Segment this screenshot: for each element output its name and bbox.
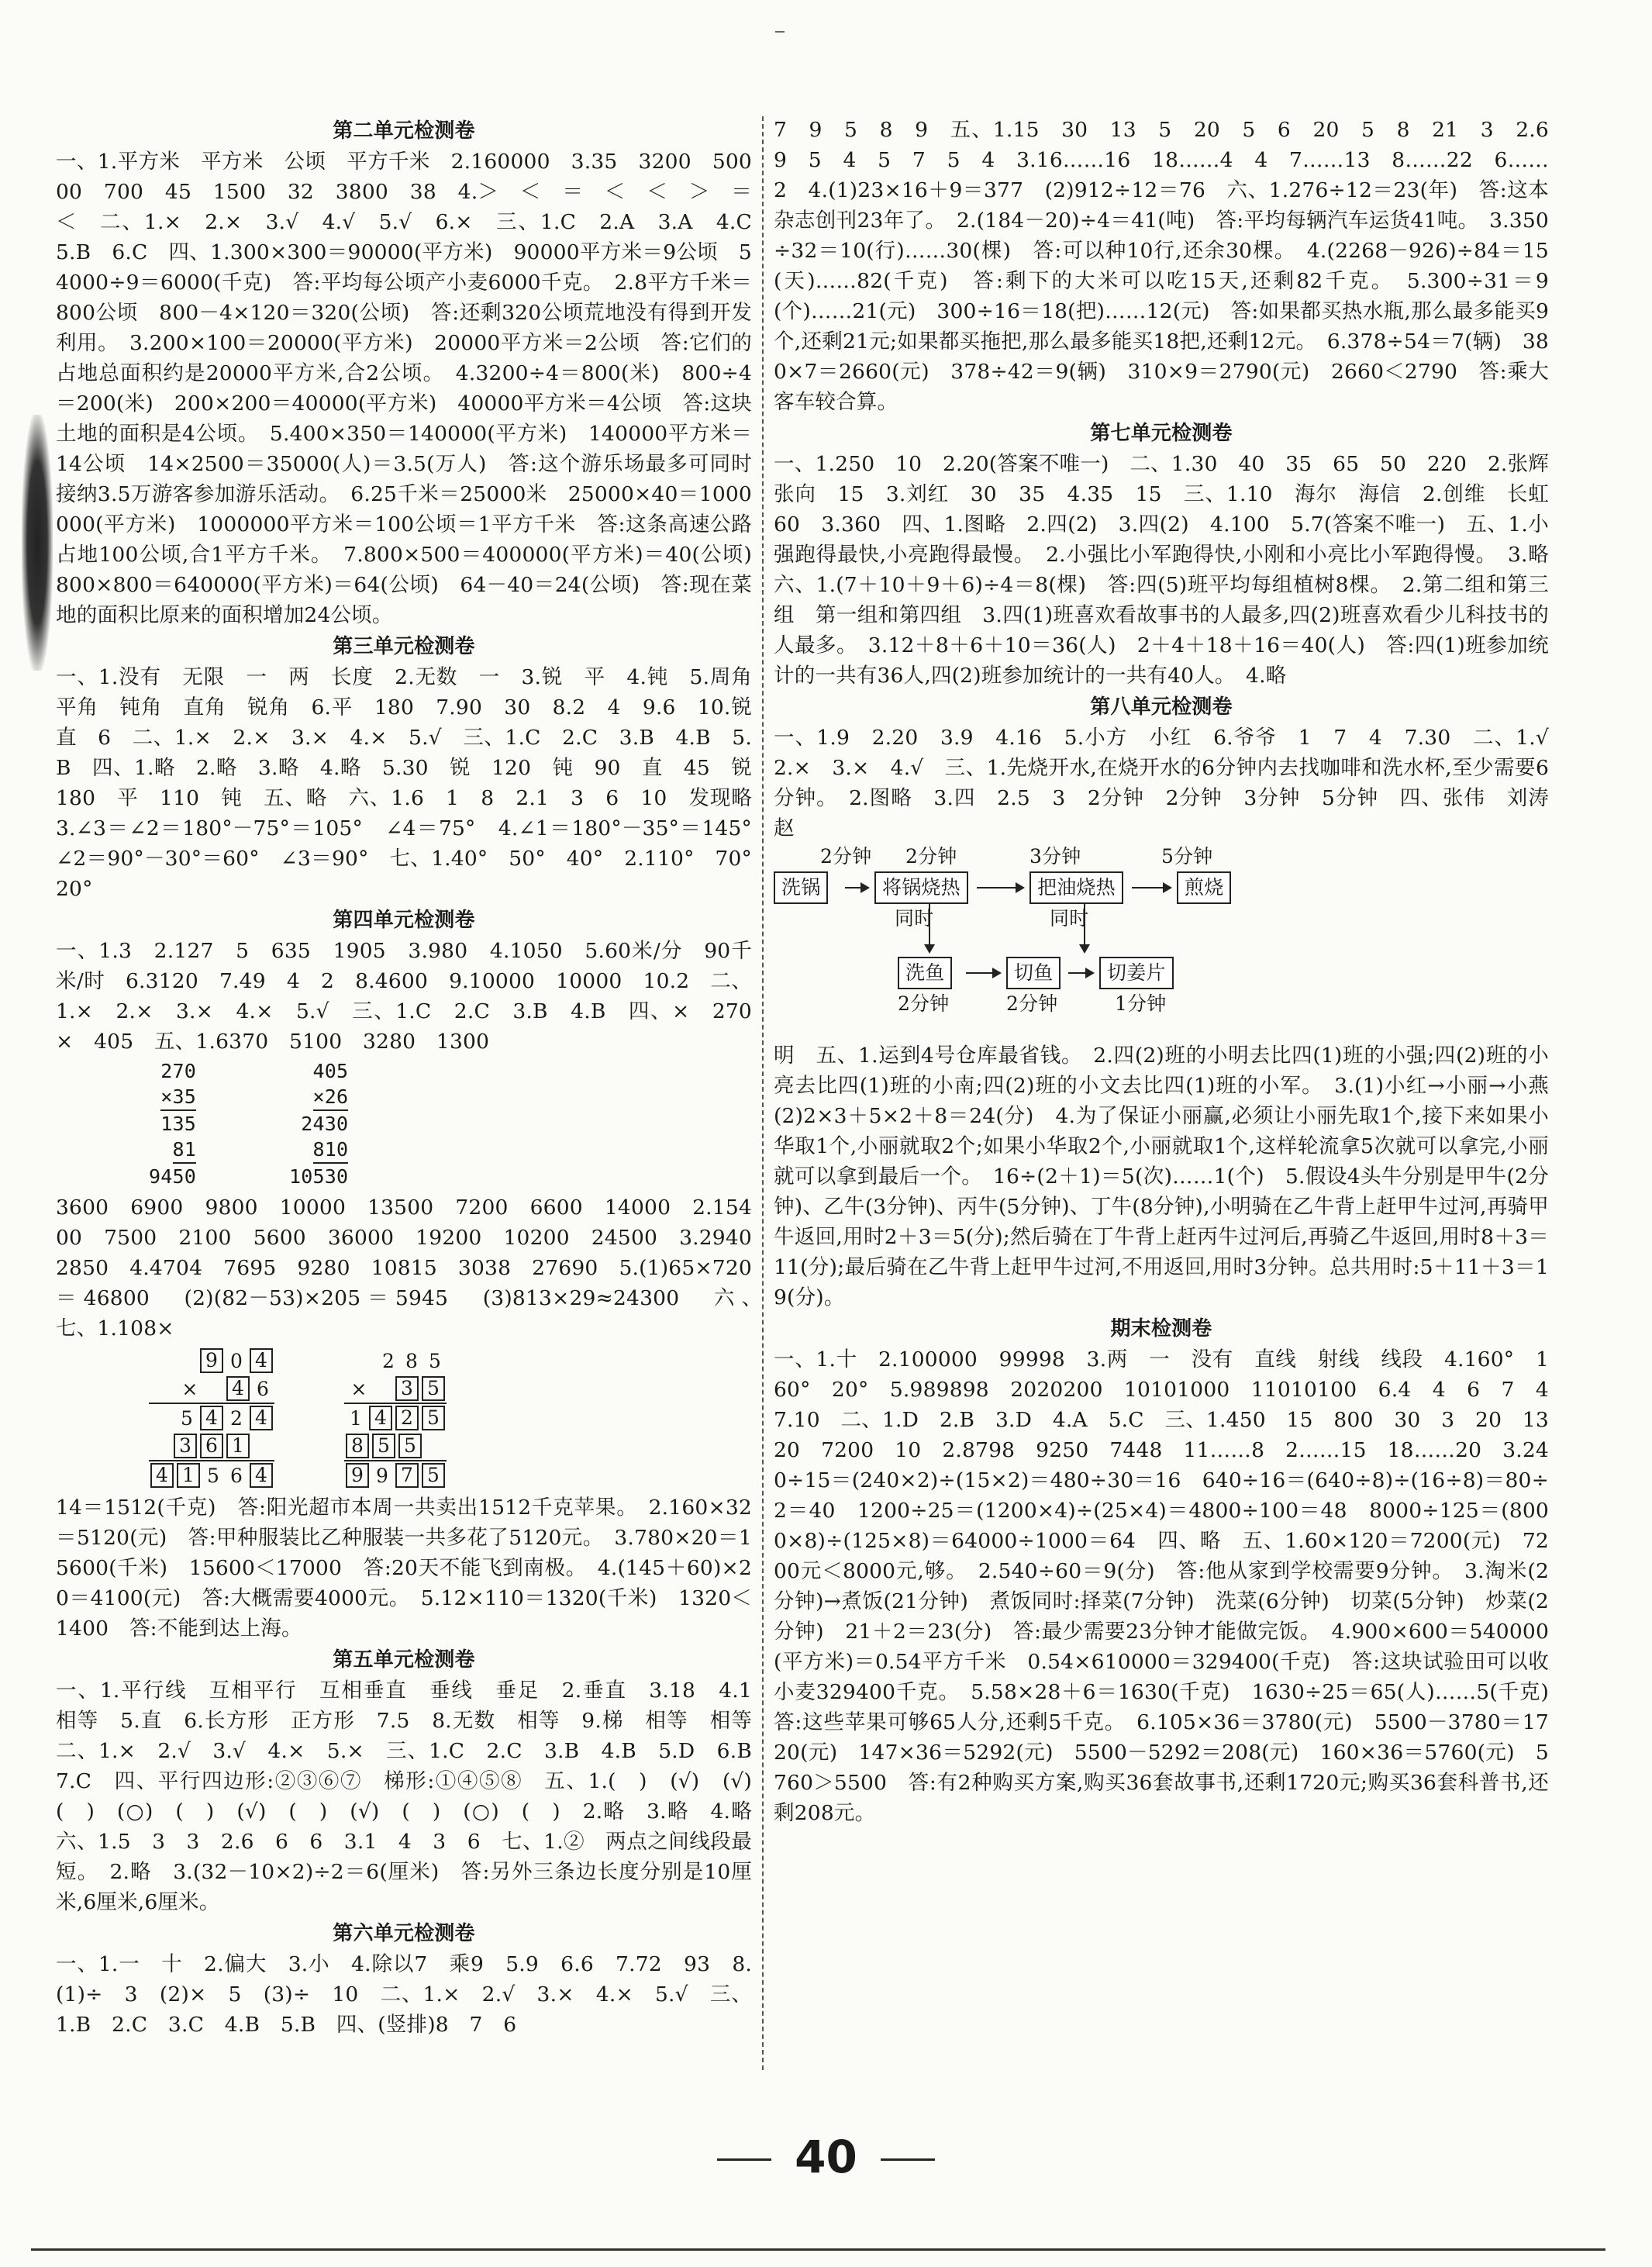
filled-digit-box: 8 bbox=[346, 1434, 369, 1458]
filled-digit-box: 6 bbox=[200, 1434, 223, 1458]
flow-bottom-time: 2分钟 bbox=[898, 992, 950, 1015]
filled-digit-box: 4 bbox=[150, 1463, 174, 1488]
box-mult-row bbox=[344, 1375, 447, 1403]
cooking-flowchart bbox=[774, 845, 1549, 1039]
scan-smudge bbox=[22, 415, 53, 671]
digit: 5 bbox=[428, 1349, 442, 1372]
box-mult-row bbox=[344, 1432, 447, 1460]
digit: × bbox=[350, 1377, 367, 1400]
flow-main-box: 将锅烧热 bbox=[874, 871, 968, 904]
filled-digit-box: 3 bbox=[395, 1376, 419, 1401]
filled-digit-box: 9 bbox=[346, 1463, 369, 1488]
filled-digit-box: 1 bbox=[177, 1463, 200, 1488]
digit: × bbox=[181, 1377, 198, 1400]
answer-text: 一、1.一 十 2.偏大 3.小 4.除以7 乘9 5.9 6.6 7.72 93 8.(1)÷ 3 (2)× 5 (3)÷ 10 二、1.× 2.√ 3.× 4.× 5.√ 三、1.B 2.C 3.C 4.B 5.B 四、(竖排)8 7 6 bbox=[56, 1952, 752, 2037]
page-number bbox=[0, 2131, 1652, 2183]
filled-digit-box: 5 bbox=[422, 1463, 445, 1488]
bottom-rule bbox=[31, 2248, 1605, 2251]
column-divider bbox=[762, 116, 764, 2070]
flow-arrow bbox=[1132, 887, 1171, 889]
filled-digit-box: 3 bbox=[174, 1434, 197, 1458]
calc-line: 405 bbox=[312, 1060, 349, 1082]
filled-digit-box: 5 bbox=[422, 1376, 445, 1401]
digit: 0 bbox=[229, 1349, 243, 1372]
section-title: 第七单元检测卷 bbox=[1090, 422, 1233, 445]
box-multiplication bbox=[149, 1347, 752, 1489]
flow-sub-box: 切姜片 bbox=[1099, 957, 1174, 989]
flow-top-time: 2分钟 bbox=[905, 845, 957, 868]
box-mult-row bbox=[344, 1347, 447, 1375]
flow-arrow bbox=[1068, 972, 1093, 974]
calc-line: 135 bbox=[160, 1113, 197, 1135]
calc-line: ×35 bbox=[160, 1084, 196, 1111]
filled-digit-box: 7 bbox=[395, 1463, 419, 1488]
calc-block bbox=[289, 1058, 348, 1189]
digit: 6 bbox=[256, 1377, 270, 1400]
digit: 8 bbox=[405, 1349, 419, 1372]
filled-digit-box: 4 bbox=[369, 1406, 392, 1430]
section-title: 期末检测卷 bbox=[1110, 1317, 1212, 1341]
flow-bottom-time: 1分钟 bbox=[1115, 992, 1167, 1015]
digit: 5 bbox=[180, 1406, 194, 1430]
flow-sub-box: 切鱼 bbox=[1006, 957, 1061, 989]
flow-arrow bbox=[966, 972, 1000, 974]
filled-digit-box: 4 bbox=[250, 1463, 273, 1488]
answer-text: 一、1.250 10 2.20(答案不唯一) 二、1.30 40 35 65 50 220 2.张辉 张向 15 3.刘红 30 35 4.35 15 三、1.10 海尔 海信 2.创维 长虹 60 3.360 四、1.图略 2.四(2) 3.四(2) 4.100 5.7(答案不唯一) 五、1.小强跑得最快,小亮跑得最慢。 2.小强比小军跑得快,小刚和小亮比小军跑得慢。 3.略 六、1.(7＋10＋9＋6)÷4＝8(棵) 答:四(5)班平均每组植树8棵。 2.第二组和第三组 第一组和第四组 3.四(1)班喜欢看故事书的人最多,四(2)班喜欢看少儿科技书的人最多。 3.12＋8＋6＋10＝36(人) 2＋4＋18＋16＝40(人) 答:四(1)班参加统计的一共有36人,四(2)班参加统计的一共有40人。 4.略 bbox=[774, 452, 1549, 688]
answer-text: 14＝1512(千克) 答:阳光超市本周一共卖出1512千克苹果。 2.160×32＝5120(元) 答:甲种服装比乙种服装一共多花了5120元。 3.780×20＝15600(千米) 15600＜17000 答:20天不能飞到南极。 4.(145＋60)×20＝4100(元) 答:大概需要4000元。 5.12×110＝1320(千米) 1320＜1400 答:不能到达上海。 bbox=[56, 1496, 752, 1641]
box-mult-row bbox=[149, 1432, 274, 1460]
section-title: 第五单元检测卷 bbox=[333, 1648, 475, 1672]
calc-line: 2430 bbox=[301, 1113, 349, 1135]
flow-top-time: 3分钟 bbox=[1029, 845, 1081, 868]
calc-line: 81 bbox=[173, 1137, 197, 1164]
answer-text: 一、1.没有 无限 一 两 长度 2.无数 一 3.锐 平 4.钝 5.周角 平角 钝角 直角 锐角 6.平 180 7.90 30 8.2 4 9.6 10.锐 直 6 二、1.× 2.× 3.× 4.× 5.√ 三、1.C 2.C 3.B 4.B 5.B 四、1.略 2.略 3.略 4.略 5.30 锐 120 钝 90 直 45 锐 180 平 110 钝 五、略 六、1.6 1 8 2.1 3 6 10 发现略 3.∠3＝∠2＝180°－75°＝105° ∠4＝75° 4.∠1＝180°－35°＝145° ∠2＝90°－30°＝60° ∠3＝90° 七、1.40° 50° 40° 2.110° 70° 20° bbox=[56, 665, 752, 901]
filled-digit-box: 4 bbox=[226, 1376, 250, 1401]
digit: 1 bbox=[349, 1406, 363, 1430]
answer-text: 一、1.十 2.100000 99998 3.两 一 没有 直线 射线 线段 4.160° 160° 20° 5.989898 2020200 10101000 11010100 6.4 4 6 7 4 7.10 二、1.D 2.B 3.D 4.A 5.C 三、1.450 15 800 30 3 20 1320 7200 10 2.8798 9250 7448 11……8 2……15 18……20 3.240÷15＝(240×2)÷(15×2)＝480÷30＝16 640÷16＝(640÷8)÷(16÷8)＝80÷2＝40 1200÷25＝(1200×4)÷(25×4)＝4800÷100＝48 8000÷125＝(8000×8)÷(125×8)＝64000÷1000＝64 四、略 五、1.60×120＝7200(元) 7200元＜8000元,够。 2.540÷60＝9(分) 答:他从家到学校需要9分钟。 3.淘米(2分钟)→煮饭(21分钟) 煮饭同时:择菜(7分钟) 洗菜(6分钟) 切菜(5分钟) 炒菜(2分钟) 21＋2＝23(分) 答:最少需要23分钟才能做完饭。 4.900×600＝540000(平方米)＝0.54平方千米 0.54×610000＝329400(千克) 答:这块试验田可以收小麦329400千克。 5.58×28＋6＝1630(千克) 1630÷25＝65(人)……5(千克) 答:这些苹果可够65人分,还剩5千克。 6.105×36＝3780(元) 5500－3780＝1720(元) 147×36＝5292(元) 5500－5292＝208(元) 160×36＝5760(元) 5760＞5500 答:有2种购买方案,购买36套故事书,还剩1720元;购买36套科普书,还剩208元。 bbox=[774, 1347, 1549, 1825]
answer-text: 7 9 5 8 9 五、1.15 30 13 5 20 5 6 20 5 8 21 3 2.6 9 5 4 5 7 5 4 3.16……16 18……4 4 7……13 8……22 6……2 4.(1)23×16＋9＝377 (2)912÷12＝76 六、1.276÷12＝23(年) 答:这本杂志创刊23年了。 2.(184－20)÷4＝41(吨) 答:平均每辆汽车运货41吨。 3.350÷32＝10(行)……30(棵) 答:可以种10行,还余30棵。 4.(2268－926)÷84＝15(天)……82(千克) 答:剩下的大米可以吃15天,还剩82千克。 5.300÷31＝9(个)……21(元) 300÷16＝18(把)……12(元) 答:如果都买热水瓶,那么最多能买9个,还剩21元;如果都买拖把,那么最多能买18把,还剩12元。 6.378÷54＝7(辆) 380×7＝2660(元) 378÷42＝9(辆) 310×9＝2790(元) 2660＜2790 答:乘大客车较合算。 bbox=[774, 118, 1549, 414]
flow-sync-label: 同时 bbox=[895, 907, 934, 930]
flow-arrow bbox=[845, 887, 868, 889]
flow-top-time: 5分钟 bbox=[1161, 845, 1213, 868]
box-mult-row bbox=[149, 1375, 274, 1403]
filled-digit-box: 5 bbox=[372, 1434, 395, 1458]
box-mult-block bbox=[149, 1347, 274, 1489]
vertical-calculation bbox=[149, 1058, 752, 1189]
answer-text: 一、1.平行线 互相平行 互相垂直 垂线 垂足 2.垂直 3.18 4.1 相等 5.直 6.长方形 正方形 7.5 8.无数 相等 9.梯 相等 相等 二、1.× 2.√ 3.√ 4.× 5.× 三、1.C 2.C 3.B 4.B 5.D 6.B 7.C 四、平行四边形:②③⑥⑦ 梯形:①④⑤⑧ 五、1.( ) (√) (√) ( ) (○) ( ) (√) ( ) (√) ( ) (○) ( ) 2.略 3.略 4.略 六、1.5 3 3 2.6 6 6 3.1 4 3 6 七、1.② 两点之间线段最短。 2.略 3.(32－10×2)÷2＝6(厘米) 答:另外三条边长度分别是10厘米,6厘米,6厘米。 bbox=[56, 1679, 752, 1914]
flow-main-box: 把油烧热 bbox=[1029, 871, 1123, 904]
flow-arrow bbox=[977, 887, 1023, 889]
box-mult-row bbox=[344, 1404, 447, 1432]
filled-digit-box: 9 bbox=[200, 1348, 223, 1373]
box-mult-row bbox=[149, 1404, 274, 1432]
flow-main-box: 煎烧 bbox=[1177, 871, 1231, 904]
filled-digit-box: 4 bbox=[250, 1348, 273, 1373]
answer-text: 一、1.9 2.20 3.9 4.16 5.小方 小红 6.爷爷 1 7 4 7.30 二、1.√ 2.× 3.× 4.√ 三、1.先烧开水,在烧开水的6分钟内去找咖啡和洗水杯,至少需要6分钟。 2.图略 3.四 2.5 3 2分钟 2分钟 3分钟 5分钟 四、张伟 刘涛 赵 bbox=[774, 726, 1549, 840]
section-title: 第六单元检测卷 bbox=[333, 1922, 475, 1945]
filled-digit-box: 2 bbox=[395, 1406, 419, 1430]
left-column bbox=[56, 115, 752, 2115]
section-title: 第二单元检测卷 bbox=[333, 119, 475, 143]
digit: 2 bbox=[381, 1349, 395, 1372]
filled-digit-box: 4 bbox=[250, 1406, 273, 1430]
filled-digit-box: 1 bbox=[226, 1434, 250, 1458]
answer-text: 一、1.3 2.127 5 635 1905 3.980 4.1050 5.60米/分 90千米/时 6.3120 7.49 4 2 8.4600 9.10000 10000 10.2 二、1.× 2.× 3.× 4.× 5.√ 三、1.C 2.C 3.B 4.B 四、× 270 × 405 五、1.6370 5100 3280 1300 bbox=[56, 939, 752, 1054]
calc-line: 270 bbox=[160, 1060, 197, 1082]
calc-line: 810 bbox=[313, 1137, 349, 1164]
flow-bottom-time: 2分钟 bbox=[1006, 992, 1058, 1015]
answer-text: 3600 6900 9800 10000 13500 7200 6600 14000 2.15400 7500 2100 5600 36000 19200 10200 24500 3.2940 2850 4.4704 7695 9280 10815 3038 27690 5.(1)65×720＝46800 (2)(82－53)×205＝5945 (3)813×29≈24300 六、 七、1.108× bbox=[56, 1196, 752, 1341]
section-title: 第三单元检测卷 bbox=[333, 635, 475, 658]
top-tick-mark bbox=[775, 31, 785, 33]
digit: 5 bbox=[206, 1464, 220, 1487]
page-number-dash-right bbox=[881, 2158, 935, 2161]
flow-sub-box: 洗鱼 bbox=[898, 957, 952, 989]
calc-block bbox=[149, 1058, 196, 1189]
page-number-text: 40 bbox=[795, 2131, 857, 2183]
calc-line: ×26 bbox=[313, 1084, 349, 1111]
box-mult-row bbox=[344, 1460, 447, 1489]
answer-text: 一、1.平方米 平方米 公顷 平方千米 2.160000 3.35 3200 50000 700 45 1500 32 3800 38 4.＞ ＜ ＝ ＜ ＜ ＞ ＝ ＜ 二、1.× 2.× 3.√ 4.√ 5.√ 6.× 三、1.C 2.A 3.A 4.C 5.B 6.C 四、1.300×300＝90000(平方米) 90000平方米＝9公顷 54000÷9＝6000(千克) 答:平均每公顷产小麦6000千克。 2.8平方千米＝800公顷 800－4×120＝320(公顷) 答:还剩320公顷荒地没有得到开发利用。 3.200×100＝20000(平方米) 20000平方米＝2公顷 答:它们的占地总面积约是20000平方米,合2公顷。 4.3200÷4＝800(米) 800÷4＝200(米) 200×200＝40000(平方米) 40000平方米＝4公顷 答:这块土地的面积是4公顷。 5.400×350＝140000(平方米) 140000平方米＝14公顷 14×2500＝35000(人)＝3.5(万人) 答:这个游乐场最多可同时接纳3.5万游客参加游乐活动。 6.25千米＝25000米 25000×40＝1000000(平方米) 1000000平方米＝100公顷＝1平方千米 答:这条高速公路占地100公顷,合1平方千米。 7.800×500＝400000(平方米)＝40(公顷) 800×800＝640000(平方米)＝64(公顷) 64－40＝24(公顷) 答:现在菜地的面积比原来的面积增加24公顷。 bbox=[56, 150, 752, 627]
right-column bbox=[774, 115, 1549, 2115]
calc-line: 10530 bbox=[289, 1165, 349, 1188]
box-mult-row bbox=[149, 1460, 274, 1489]
section-title: 第八单元检测卷 bbox=[1090, 695, 1233, 719]
flow-top-time: 2分钟 bbox=[820, 845, 872, 868]
digit: 2 bbox=[229, 1406, 243, 1430]
calc-line: 9450 bbox=[149, 1165, 197, 1188]
filled-digit-box: 5 bbox=[398, 1434, 422, 1458]
filled-digit-box: 5 bbox=[422, 1406, 445, 1430]
section-title: 第四单元检测卷 bbox=[333, 909, 475, 932]
box-mult-block bbox=[344, 1347, 447, 1489]
digit: 9 bbox=[375, 1464, 389, 1487]
flow-sync-label: 同时 bbox=[1050, 907, 1089, 930]
answer-text: 明 五、1.运到4号仓库最省钱。 2.四(2)班的小明去比四(1)班的小强;四(2)班的小亮去比四(1)班的小南;四(2)班的小文去比四(1)班的小军。 3.(1)小红→小丽→小燕 (2)2×3＋5×2＋8＝24(分) 4.为了保证小丽赢,必须让小丽先取1个,接下来如果小华取1个,小丽就取2个;如果小华取2个,小丽就取1个,这样轮流拿5次就可以拿完,小丽就可以拿到最后一个。 16÷(2＋1)＝5(次)……1(个) 5.假设4头牛分别是甲牛(2分钟)、乙牛(3分钟)、丙牛(5分钟)、丁牛(8分钟),小明骑在乙牛背上赶甲牛过河,再骑甲牛返回,用时2＋3＝5(分);然后骑在丁牛背上赶丙牛过河后,再骑乙牛返回,用时8＋3＝11(分);最后骑在乙牛背上赶甲牛过河,不用返回,用时3分钟。总共用时:5＋11＋3＝19(分)。 bbox=[774, 1044, 1549, 1309]
box-mult-row bbox=[149, 1347, 274, 1375]
digit: 6 bbox=[229, 1464, 243, 1487]
page-number-dash-left bbox=[717, 2158, 771, 2161]
flow-main-box: 洗锅 bbox=[774, 871, 828, 904]
filled-digit-box: 4 bbox=[200, 1406, 223, 1430]
